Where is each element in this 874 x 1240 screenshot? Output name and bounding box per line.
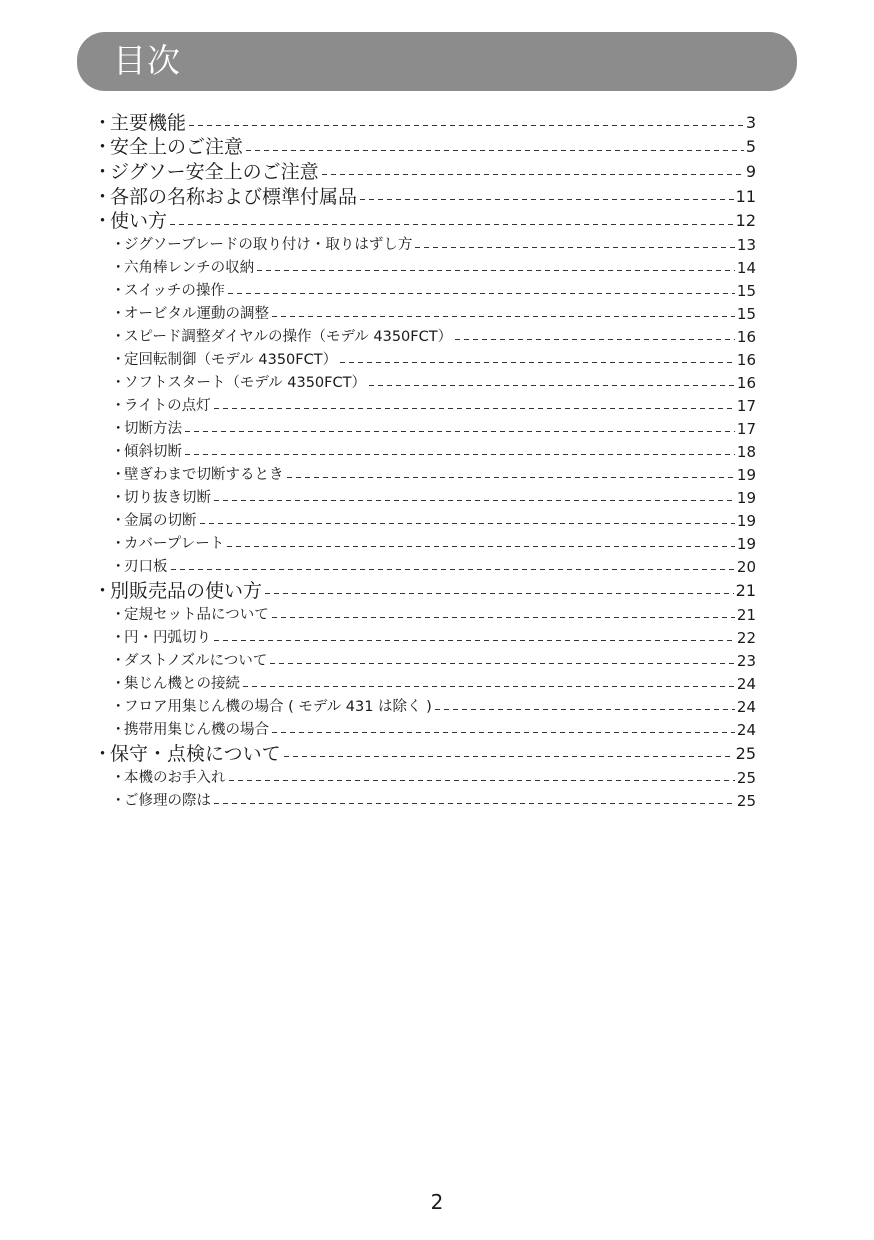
toc-entry-label: 金属の切断 [124, 513, 197, 530]
toc-leader-dashes [284, 756, 734, 757]
toc-bullet: ・ [111, 630, 126, 647]
toc-bullet: ・ [111, 375, 126, 392]
toc-entry-label: 六角棒レンチの収納 [124, 260, 255, 277]
toc-bullet: ・ [111, 421, 126, 438]
toc-subsection-entry[interactable] [93, 603, 756, 626]
toc-page-number: 23 [736, 652, 756, 671]
toc-leader-dashes [243, 686, 735, 687]
toc-page-number: 5 [745, 137, 756, 157]
toc-bullet: ・ [93, 742, 113, 765]
toc-leader-dashes [214, 640, 735, 641]
table-of-contents [93, 110, 756, 812]
toc-entry-label: スイッチの操作 [124, 283, 225, 300]
toc-entry-label: 別販売品の使い方 [110, 580, 263, 603]
toc-leader-dashes [322, 174, 744, 175]
toc-bullet: ・ [111, 607, 126, 624]
toc-subsection-entry[interactable] [93, 486, 756, 509]
toc-bullet: ・ [111, 352, 126, 369]
toc-page-number: 25 [735, 743, 756, 763]
toc-leader-dashes [435, 709, 735, 710]
toc-page-number: 16 [736, 351, 756, 370]
toc-entry-label: 主要機能 [110, 111, 187, 134]
toc-leader-dashes [228, 293, 735, 294]
toc-leader-dashes [270, 663, 735, 664]
toc-section-entry[interactable] [93, 110, 756, 135]
toc-leader-dashes [214, 500, 735, 501]
toc-leader-dashes [415, 247, 735, 248]
toc-section-entry[interactable] [93, 135, 756, 160]
toc-bullet: ・ [111, 283, 126, 300]
toc-leader-dashes [455, 339, 735, 340]
toc-bullet: ・ [93, 580, 113, 603]
toc-bullet: ・ [111, 467, 126, 484]
toc-subsection-entry[interactable] [93, 766, 756, 789]
toc-page-number: 25 [736, 768, 756, 787]
toc-page-number: 25 [736, 791, 756, 810]
toc-section-entry[interactable] [93, 209, 756, 234]
toc-entry-label: 定回転制御（モデル 4350FCT） [124, 352, 338, 369]
toc-page-number: 15 [736, 305, 756, 324]
toc-subsection-entry[interactable] [93, 718, 756, 741]
toc-page-number: 12 [735, 211, 756, 231]
toc-entry-label: 携帯用集じん機の場合 [124, 722, 269, 739]
toc-subsection-entry[interactable] [93, 440, 756, 463]
toc-entry-label: 集じん機との接続 [124, 676, 240, 693]
toc-bullet: ・ [111, 490, 126, 507]
toc-page-number: 19 [736, 512, 756, 531]
toc-bullet: ・ [93, 111, 113, 134]
toc-subsection-entry[interactable] [93, 394, 756, 417]
toc-entry-label: 円・円弧切り [124, 630, 211, 647]
toc-page-number: 22 [736, 629, 756, 648]
toc-bullet: ・ [111, 559, 126, 576]
toc-leader-dashes [287, 477, 735, 478]
toc-subsection-entry[interactable] [93, 649, 756, 672]
toc-subsection-entry[interactable] [93, 555, 756, 578]
toc-subsection-entry[interactable] [93, 463, 756, 486]
toc-page-number: 24 [736, 721, 756, 740]
toc-subsection-entry[interactable] [93, 325, 756, 348]
toc-bullet: ・ [111, 699, 126, 716]
toc-leader-dashes [189, 125, 744, 126]
toc-subsection-entry[interactable] [93, 509, 756, 532]
toc-page-number: 19 [736, 489, 756, 508]
toc-leader-dashes [272, 617, 735, 618]
toc-page-number: 3 [745, 112, 756, 132]
toc-subsection-entry[interactable] [93, 417, 756, 440]
toc-entry-label: 壁ぎわまで切断するとき [124, 467, 284, 484]
toc-entry-label: ジグソー安全上のご注意 [110, 161, 319, 184]
toc-page-number: 16 [736, 374, 756, 393]
toc-page-number: 21 [736, 606, 756, 625]
toc-subsection-entry[interactable] [93, 233, 756, 256]
toc-entry-label: 刃口板 [124, 559, 168, 576]
toc-entry-label: 傾斜切断 [124, 444, 182, 461]
toc-page-number: 9 [745, 162, 756, 182]
toc-bullet: ・ [111, 792, 126, 809]
toc-leader-dashes [185, 431, 735, 432]
toc-page-number: 21 [735, 581, 756, 601]
toc-leader-dashes [227, 546, 735, 547]
toc-entry-label: 各部の名称および標準付属品 [110, 185, 358, 208]
toc-entry-label: ソフトスタート（モデル 4350FCT） [124, 375, 366, 392]
toc-bullet: ・ [111, 536, 126, 553]
toc-entry-label: 保守・点検について [110, 742, 281, 765]
toc-leader-dashes [369, 385, 735, 386]
toc-entry-label: カバープレート [124, 536, 225, 553]
toc-leader-dashes [360, 199, 734, 200]
toc-subsection-entry[interactable] [93, 532, 756, 555]
toc-entry-label: 本機のお手入れ [124, 769, 226, 786]
toc-bullet: ・ [111, 398, 126, 415]
toc-subsection-entry[interactable] [93, 789, 756, 812]
toc-page-number: 17 [736, 420, 756, 439]
toc-entry-label: 切断方法 [124, 421, 182, 438]
toc-bullet: ・ [111, 329, 126, 346]
toc-page-number: 24 [736, 675, 756, 694]
toc-entry-label: 切り抜き切断 [124, 490, 211, 507]
toc-leader-dashes [265, 593, 734, 594]
toc-subsection-entry[interactable] [93, 672, 756, 695]
toc-leader-dashes [214, 408, 735, 409]
toc-bullet: ・ [111, 769, 126, 786]
toc-leader-dashes [340, 362, 735, 363]
toc-entry-label: ジグソーブレードの取り付け・取りはずし方 [124, 237, 413, 254]
toc-page-number: 18 [736, 443, 756, 462]
toc-entry-label: フロア用集じん機の場合 ( モデル 431 は除く ) [124, 699, 432, 716]
toc-subsection-entry[interactable] [93, 626, 756, 649]
toc-leader-dashes [272, 316, 735, 317]
toc-bullet: ・ [111, 513, 126, 530]
toc-page-number: 19 [736, 466, 756, 485]
toc-bullet: ・ [93, 136, 113, 159]
toc-leader-dashes [214, 803, 735, 804]
toc-subsection-entry[interactable] [93, 371, 756, 394]
toc-entry-label: 定規セット品について [124, 607, 269, 624]
toc-subsection-entry[interactable] [93, 302, 756, 325]
toc-page-number: 15 [736, 282, 756, 301]
toc-entry-label: オービタル運動の調整 [124, 306, 269, 323]
toc-section-entry[interactable] [93, 159, 756, 184]
toc-bullet: ・ [111, 444, 126, 461]
toc-page-number: 20 [736, 558, 756, 577]
page-title: 目次 [113, 41, 181, 80]
toc-section-entry[interactable] [93, 578, 756, 603]
toc-entry-label: ご修理の際は [124, 792, 211, 809]
toc-leader-dashes [229, 780, 735, 781]
toc-page-number: 14 [736, 259, 756, 278]
toc-subsection-entry[interactable] [93, 695, 756, 718]
page-number: 2 [430, 1190, 444, 1214]
toc-bullet: ・ [111, 653, 126, 670]
title-banner [77, 32, 797, 91]
toc-leader-dashes [272, 732, 735, 733]
toc-leader-dashes [170, 224, 734, 225]
toc-subsection-entry[interactable] [93, 348, 756, 371]
toc-bullet: ・ [111, 306, 126, 323]
toc-leader-dashes [246, 150, 744, 151]
toc-subsection-entry[interactable] [93, 256, 756, 279]
toc-entry-label: スピード調整ダイヤルの操作（モデル 4350FCT） [124, 329, 453, 346]
toc-section-entry[interactable] [93, 184, 756, 209]
toc-page-number: 13 [736, 236, 756, 255]
toc-bullet: ・ [93, 210, 113, 233]
toc-bullet: ・ [111, 260, 126, 277]
toc-page-number: 16 [736, 328, 756, 347]
toc-section-entry[interactable] [93, 741, 756, 766]
toc-page-number: 19 [736, 535, 756, 554]
toc-page-number: 11 [735, 186, 756, 206]
toc-bullet: ・ [111, 237, 126, 254]
toc-leader-dashes [185, 454, 735, 455]
toc-bullet: ・ [111, 722, 126, 739]
toc-entry-label: ライトの点灯 [124, 398, 211, 415]
toc-bullet: ・ [111, 676, 126, 693]
toc-page-number: 17 [736, 397, 756, 416]
toc-entry-label: ダストノズルについて [124, 653, 268, 670]
toc-leader-dashes [171, 569, 735, 570]
toc-bullet: ・ [93, 161, 113, 184]
toc-page-number: 24 [736, 698, 756, 717]
toc-entry-label: 使い方 [110, 210, 168, 233]
toc-bullet: ・ [93, 185, 113, 208]
toc-leader-dashes [200, 523, 735, 524]
toc-subsection-entry[interactable] [93, 279, 756, 302]
toc-entry-label: 安全上のご注意 [110, 136, 244, 159]
toc-leader-dashes [257, 270, 735, 271]
